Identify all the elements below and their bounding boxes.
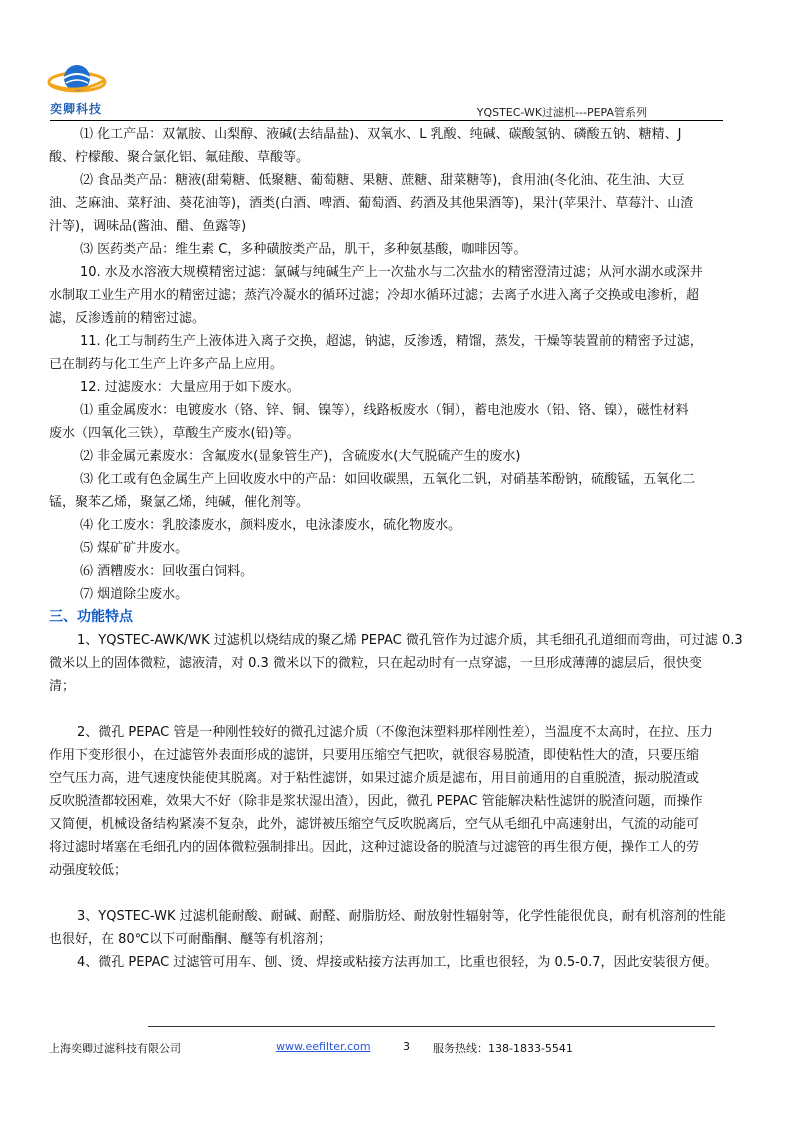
header-divider [50, 120, 723, 121]
body-line: ⑶ 化工或有色金属生产上回收废水中的产品：如回收碳黑，五氧化二钒，对硝基苯酚钠，硫酸锰，五氧化二 [80, 472, 696, 487]
body-line: 滤，反渗透前的精密过滤。 [49, 311, 206, 326]
body-line: ⑶ 医药类产品：维生素 C，多种磺胺类产品，肌干，多种氨基酸，咖啡因等。 [80, 242, 527, 257]
body-line: 汁等)，调味品(酱油、醋、鱼露等) [49, 219, 247, 234]
body-line: 水制取工业生产用水的精密过滤；蒸汽冷凝水的循环过滤；冷却水循环过滤；去离子水进入离子交换或电渗析，超 [49, 288, 700, 303]
feature-line: 空气压力高，进气速度快能使其脱离。对于粘性滤饼，如果过滤介质是滤布，用目前通用的自重脱渣，振动脱渣或 [49, 771, 700, 786]
feature-line: 作用下变形很小，在过滤管外表面形成的滤饼，只要用压缩空气把吹，就很容易脱渣，即使粘性大的渣，只要压缩 [49, 748, 700, 763]
body-line: ⑴ 化工产品：双氰胺、山梨醇、液碱(去结晶盐)、双氧水、L 乳酸、纯碱、碳酸氢钠、磷酸五钠、糖精、J [80, 127, 682, 142]
feature-line: 也很好，在 80℃以下可耐酯酮、醚等有机溶剂； [49, 932, 332, 947]
body-line: 锰，聚苯乙烯，聚氯乙烯，纯碱，催化剂等。 [49, 495, 310, 510]
logo-text: 奕卿科技 [50, 102, 103, 116]
feature-line: 1、YQSTEC-AWK/WK 过滤机以烧结成的聚乙烯 PEPAC 微孔管作为过滤介质，其毛细孔孔道细而弯曲，可过滤 0.3 [77, 633, 743, 648]
footer-company: 上海奕卿过滤科技有限公司 [49, 1042, 181, 1055]
blank-line [49, 698, 775, 721]
body-line: 已在制药与化工生产上许多产品上应用。 [49, 357, 284, 372]
feature-line: 2、微孔 PEPAC 管是一种刚性较好的微孔过滤介质（不像泡沫塑料那样刚性差），当温度不太高时，在拉、压力 [77, 725, 713, 740]
body-line: 废水（四氧化三铁），草酸生产废水(铅)等。 [49, 426, 300, 441]
body-line: 油、芝麻油、菜籽油、葵花油等)，酒类(白酒、啤酒、葡萄酒、药酒及其他果酒等)，果汁(苹果汁、草莓汁、山渣 [49, 196, 694, 211]
feature-line: 又简便，机械设备结构紧凑不复杂，此外，滤饼被压缩空气反吹脱离后，空气从毛细孔中高速射出，气流的动能可 [49, 817, 700, 832]
feature-line: 反吹脱渣都较困难，效果大不好（除非是浆状湿出渣），因此，微孔 PEPAC 管能解决粘性滤饼的脱渣问题，而操作 [49, 794, 703, 809]
body-line: ⑵ 非金属元素废水：含氟废水(显象管生产)，含硫废水(大气脱硫产生的废水) [80, 449, 521, 464]
body-line: ⑹ 酒糟废水：回收蛋白饲料。 [80, 564, 254, 579]
body-line: 11. 化工与制药生产上液体进入离子交换，超滤，钠滤，反渗透，精馏，蒸发，干燥等装置前的精密予过滤， [80, 334, 703, 349]
footer-page-number: 3 [403, 1040, 410, 1053]
body-line: ⑸ 煤矿矿井废水。 [80, 541, 189, 556]
body-line: ⑴ 重金属废水：电镀废水（铬、锌、铜、镍等），线路板废水（铜），蓄电池废水（铅、铬、镍），磁性材料 [80, 403, 689, 418]
header-title: YQSTEC-WK过滤机---PEPA管系列 [476, 106, 647, 119]
body-line: 12. 过滤废水：大量应用于如下废水。 [80, 380, 300, 395]
feature-line: 清； [49, 679, 76, 694]
footer-hotline: 服务热线：138-1833-5541 [433, 1042, 573, 1055]
feature-line: 4、微孔 PEPAC 过滤管可用车、刨、烫、焊接或粘接方法再加工，比重也很轻，为 0.5-0.7，因此安装很方便。 [77, 955, 718, 970]
feature-line: 微米以上的固体微粒，滤液清，对 0.3 微米以下的微粒，只在起动时有一点穿滤，一旦形成薄薄的滤层后，很快变 [49, 656, 702, 671]
blank-line [49, 882, 775, 905]
body-line: 酸、柠檬酸、聚合氯化铝、氟硅酸、草酸等。 [49, 150, 310, 165]
feature-line: 将过滤时堵塞在毛细孔内的固体微粒强制排出。因此，这种过滤设备的脱渣与过滤管的再生很方便，操作工人的劳 [49, 840, 700, 855]
footer-website-link[interactable]: www.eefilter.com [276, 1040, 371, 1053]
body-line: ⑷ 化工废水：乳胶漆废水，颜料废水，电泳漆废水，硫化物废水。 [80, 518, 462, 533]
document-body [49, 123, 775, 974]
feature-line: 3、YQSTEC-WK 过滤机能耐酸、耐碱、耐醛、耐脂肪烃、耐放射性辐射等，化学性能很优良，耐有机溶剂的性能 [77, 909, 726, 924]
feature-line: 动强度较低； [49, 863, 128, 878]
footer-divider [148, 1026, 715, 1027]
body-line: ⑺ 烟道除尘废水。 [80, 587, 189, 602]
section-title: 三、功能特点 [49, 609, 133, 625]
logo-globe-icon [44, 60, 110, 100]
body-line: 10. 水及水溶液大规模精密过滤：氯碱与纯碱生产上一次盐水与二次盐水的精密澄清过滤；从河水湖水或深井 [80, 265, 703, 280]
body-line: ⑵ 食品类产品：糖液(甜菊糖、低聚糖、葡萄糖、果糖、蔗糖、甜菜糖等)，食用油(冬化油、花生油、大豆 [80, 173, 685, 188]
company-logo [40, 60, 120, 116]
